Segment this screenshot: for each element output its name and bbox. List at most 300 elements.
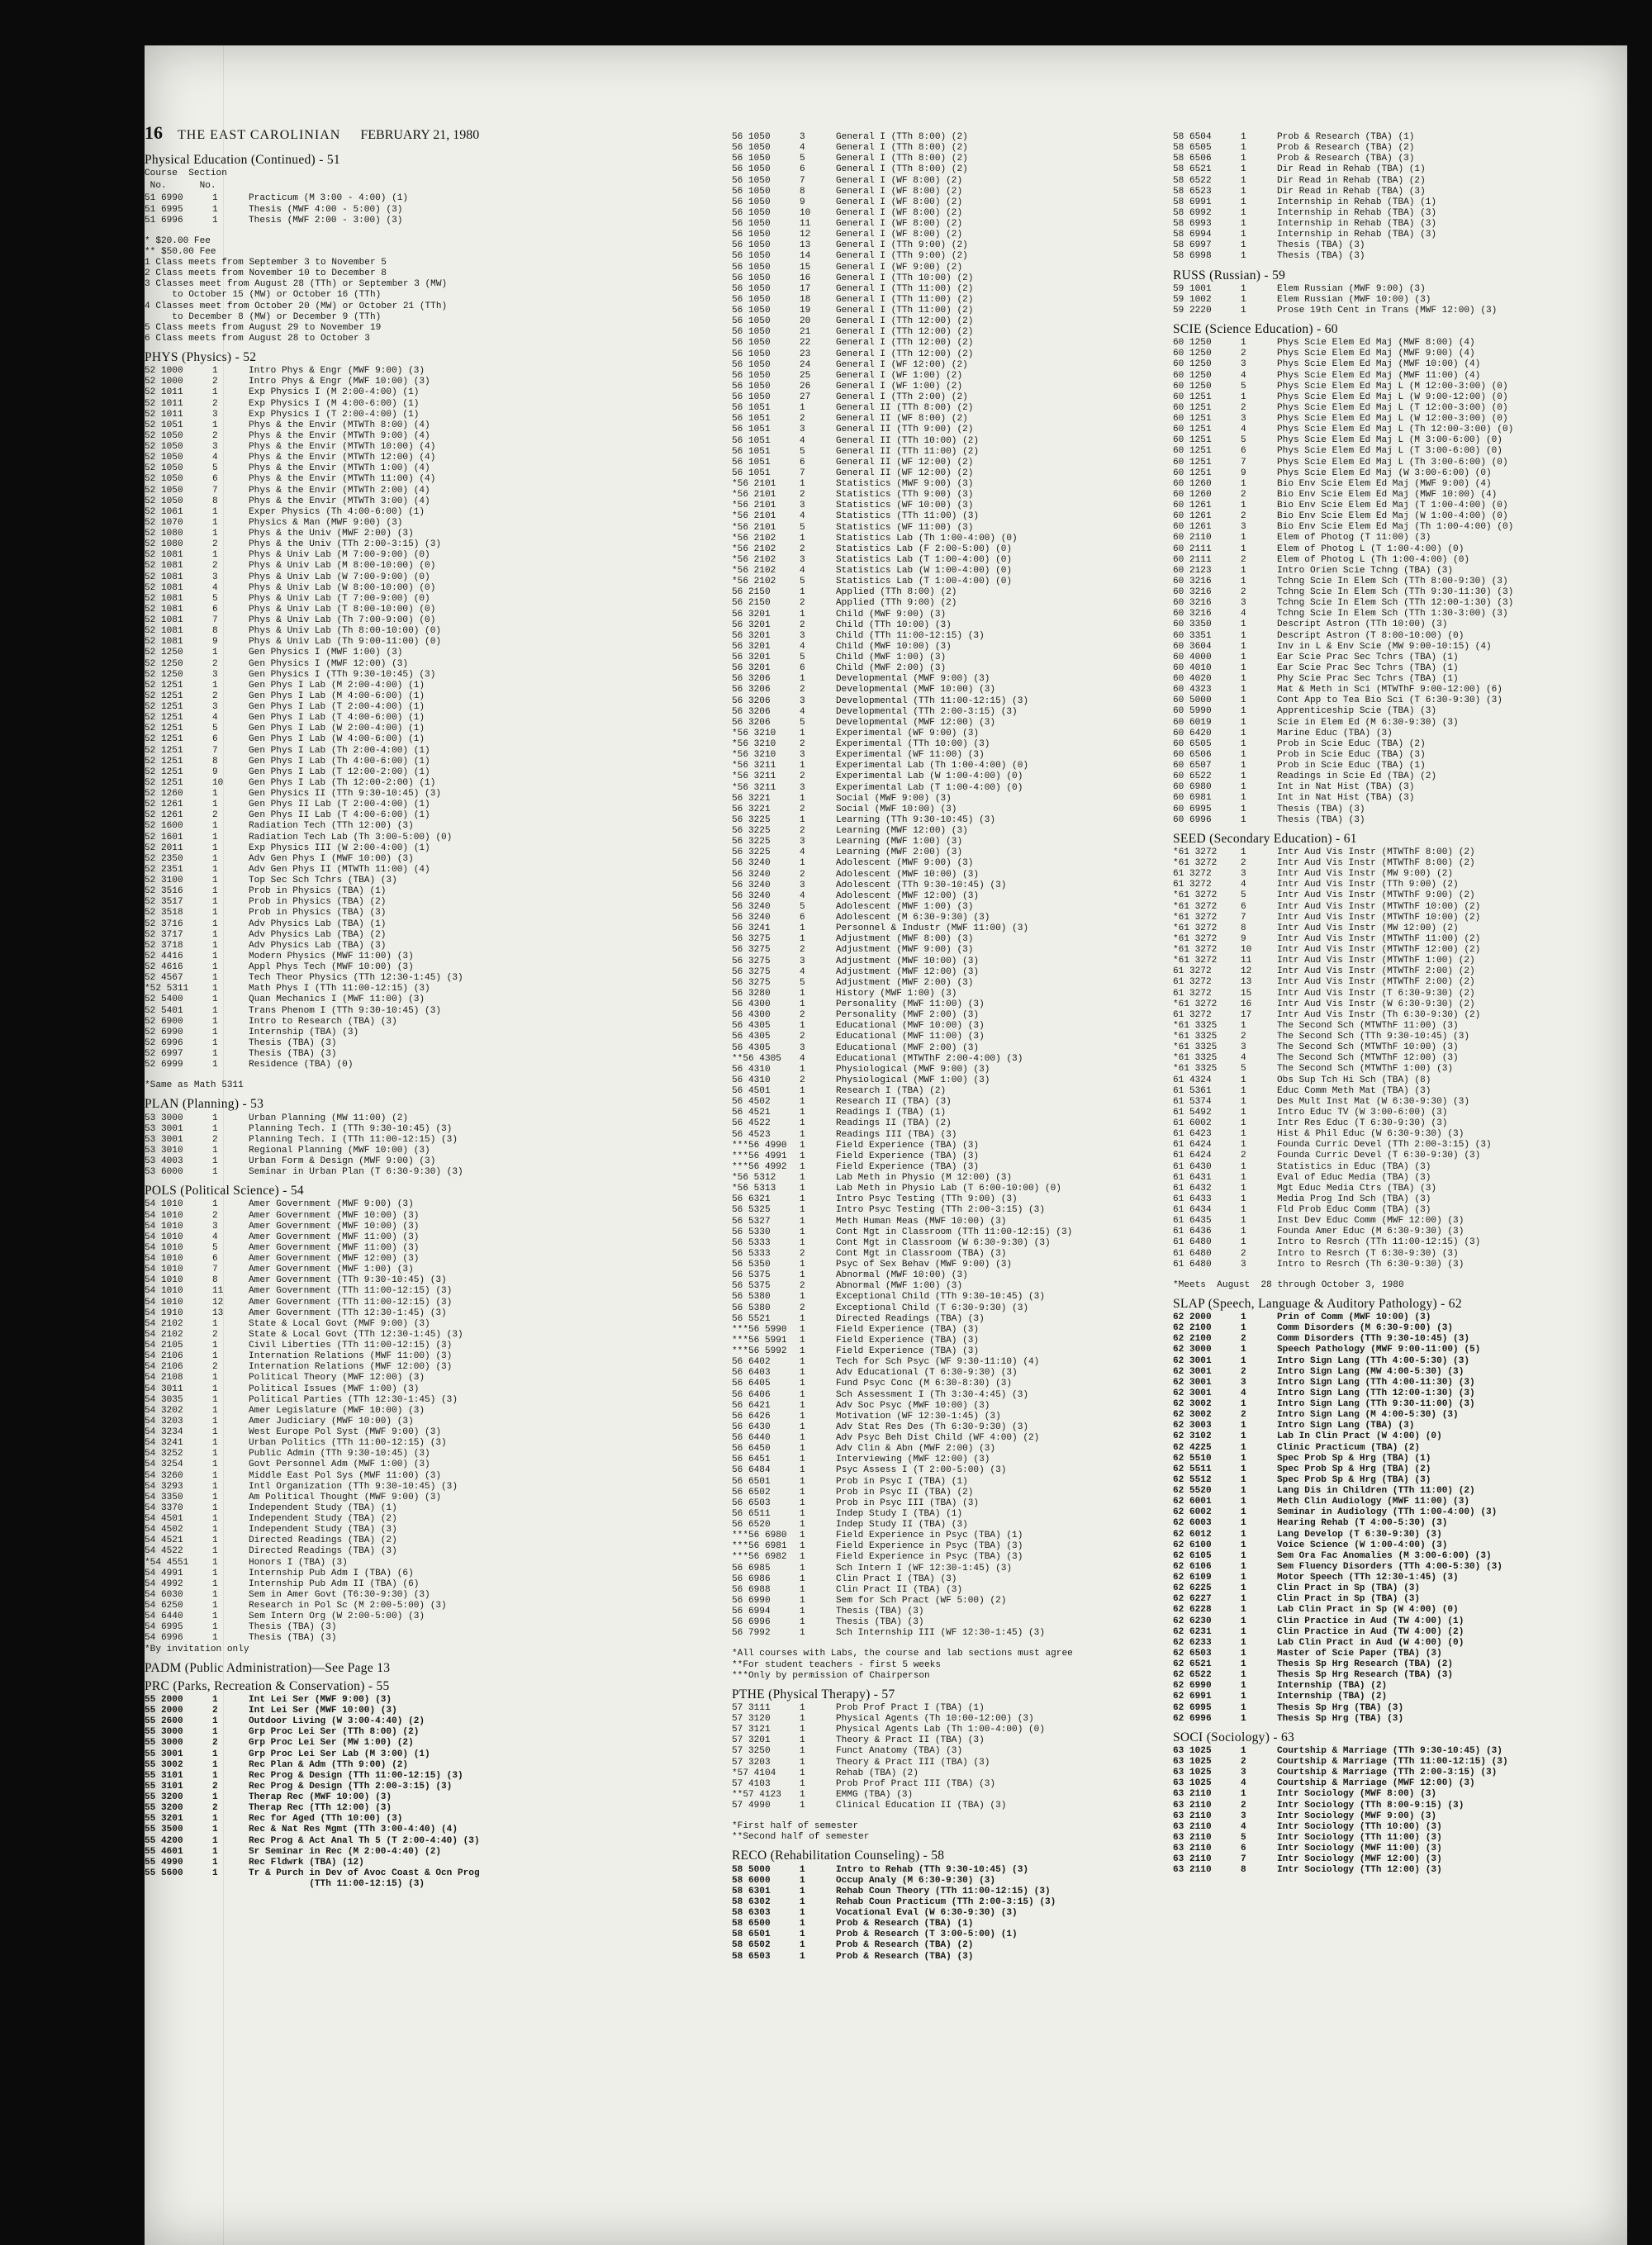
course-number: 54 6995	[145, 1622, 183, 1633]
course-row	[1173, 1129, 1619, 1140]
course-description: Gen Physics II (TTh 9:30-10:45) (3)	[249, 789, 442, 799]
course-description: Apprenticeship Scie (TBA) (3)	[1277, 706, 1437, 717]
course-number: 56 1050	[732, 251, 771, 262]
course-number: 52 1011	[145, 398, 183, 409]
course-row	[1173, 1605, 1619, 1616]
section-number: 1	[1241, 251, 1246, 262]
course-row	[145, 377, 673, 387]
course-number: 57 3250	[732, 1746, 771, 1757]
section-number: 1	[212, 648, 218, 658]
footnote: 4 Classes meet from October 20 (MW) or October 21 (TTh)	[145, 301, 448, 311]
section-number: 1	[212, 1535, 218, 1546]
section-title: Physical Education (Continued) - 51	[145, 153, 340, 167]
course-description: Intro Sign Lang (M 4:00-5:30) (3)	[1277, 1410, 1459, 1421]
course-number: 63 2110	[1173, 1865, 1212, 1876]
course-description: Internation Relations (MWF 12:00) (3)	[249, 1362, 453, 1373]
footnote: *By invitation only	[145, 1644, 249, 1654]
course-description: Int in Nat Hist (TBA) (3)	[1277, 793, 1415, 804]
course-number: 60 4020	[1173, 674, 1212, 684]
course-number: 52 1251	[145, 777, 183, 788]
course-row	[1173, 771, 1619, 782]
section-number: 1	[800, 1919, 805, 1929]
course-description: Amer Government (MWF 12:00) (3)	[249, 1254, 420, 1264]
course-number: 58 6523	[1173, 186, 1212, 197]
section-number: 1	[1241, 728, 1246, 738]
course-description: Des Mult Inst Mat (W 6:30-9:30) (3)	[1277, 1096, 1470, 1107]
course-description: Personality (MWF 2:00) (3)	[836, 1010, 980, 1021]
section-number: 1	[800, 1097, 805, 1108]
course-number: 56 5375	[732, 1281, 771, 1292]
course-description: Fld Prob Educ Comm (TBA) (3)	[1277, 1205, 1431, 1215]
course-number: 60 1251	[1173, 446, 1212, 457]
course-row	[1173, 1249, 1619, 1260]
course-row	[1173, 880, 1619, 890]
course-row	[732, 1141, 1161, 1151]
course-row	[732, 1270, 1161, 1281]
course-row	[145, 1482, 673, 1493]
section-number: 5	[800, 653, 805, 662]
course-description: Independent Study (TBA) (1)	[249, 1502, 397, 1513]
course-row	[732, 1336, 1161, 1346]
course-row	[732, 1929, 1161, 1940]
course-row	[1173, 1118, 1619, 1129]
course-description: Tchng Scie In Elem Sch (TTh 8:00-9:30) (3)	[1277, 576, 1508, 586]
section-number: 14	[800, 251, 811, 262]
course-number: 60 6420	[1173, 728, 1212, 738]
notes	[145, 236, 673, 344]
course-number: ***56 6981	[732, 1541, 787, 1552]
course-description: General I (TTh 10:00) (2)	[836, 273, 974, 283]
section-number: 1	[800, 1864, 805, 1875]
course-row	[145, 659, 673, 670]
course-description: Intr Aud Vis Instr (MTWThF 10:00) (2)	[1277, 901, 1481, 912]
course-number: 54 1010	[145, 1210, 183, 1221]
course-description: Phys & the Univ (MWF 2:00) (3)	[249, 529, 414, 539]
course-row	[145, 789, 673, 800]
course-number: ***56 4992	[732, 1161, 787, 1172]
course-description: Mgt Educ Media Ctrs (TBA) (3)	[1277, 1183, 1437, 1194]
section-number: 1	[800, 988, 805, 999]
course-number: *61 3272	[1173, 956, 1218, 966]
course-row	[1173, 1822, 1619, 1833]
section-number: 1	[212, 1727, 218, 1738]
course-number: 62 6109	[1173, 1573, 1212, 1583]
course-row	[145, 1373, 673, 1384]
course-row	[732, 263, 1161, 273]
course-description: Gen Phys I Lab (M 2:00-4:00) (1)	[249, 680, 425, 691]
section-number: 1	[1241, 132, 1246, 142]
course-number: 52 1250	[145, 658, 183, 669]
course-row	[732, 989, 1161, 999]
course-description: Amer Government (MWF 11:00) (3)	[249, 1242, 420, 1253]
course-row	[732, 891, 1161, 902]
section-number: 1	[212, 1037, 218, 1048]
course-number: 60 3350	[1173, 619, 1212, 630]
course-row	[1173, 902, 1619, 913]
course-list	[145, 1695, 673, 1890]
course-number: ***56 4991	[732, 1151, 787, 1161]
course-number: 61 6423	[1173, 1129, 1212, 1140]
course-description: Applied (TTh 8:00) (2)	[836, 587, 957, 598]
course-row	[732, 598, 1161, 609]
course-description: Educational (MWF 10:00) (3)	[836, 1021, 985, 1032]
course-number: 60 1260	[1173, 478, 1212, 489]
course-number: 56 1050	[732, 370, 771, 381]
section-number: 1	[1241, 1713, 1246, 1724]
course-number: 58 5000	[732, 1864, 771, 1875]
course-row	[1173, 338, 1619, 349]
course-number: 54 2102	[145, 1318, 183, 1329]
course-number: 58 6992	[1173, 207, 1212, 218]
course-description: General I (WF 8:00) (2)	[836, 230, 963, 240]
course-number: 58 6000	[732, 1875, 771, 1886]
course-description: Internation Relations (MWF 11:00) (3)	[249, 1351, 453, 1362]
course-number: 56 3221	[732, 793, 771, 804]
course-row	[1173, 1714, 1619, 1725]
footnote: **Second half of semester	[732, 1832, 870, 1843]
course-number: 52 1251	[145, 691, 183, 701]
course-number: 62 5520	[1173, 1486, 1212, 1496]
course-number: 62 4225	[1173, 1442, 1212, 1453]
course-row	[145, 1438, 673, 1449]
course-number: 60 1251	[1173, 414, 1212, 424]
course-number: 60 3604	[1173, 641, 1212, 652]
course-description: The Second Sch (MTWThF 10:00) (3)	[1277, 1042, 1459, 1053]
course-row	[145, 561, 673, 572]
course-list	[145, 193, 673, 225]
section-number: 1	[212, 876, 218, 885]
course-row	[145, 1265, 673, 1275]
course-row	[145, 810, 673, 821]
section-number: 4	[800, 143, 805, 154]
course-row	[1173, 479, 1619, 490]
section-number: 5	[800, 154, 805, 164]
course-description: EMMG (TBA) (3)	[836, 1789, 914, 1800]
course-description: Lab In Clin Pract (W 4:00) (0)	[1277, 1431, 1442, 1442]
course-description: Elem of Photog L (Th 1:00-4:00) (0)	[1277, 554, 1470, 565]
course-description: Intro to Rehab (TTh 9:30-10:45) (3)	[836, 1864, 1029, 1875]
section-number: 4	[212, 582, 218, 593]
section-number: 2	[800, 1075, 805, 1085]
course-description: The Second Sch (TTh 9:30-10:45) (3)	[1277, 1032, 1470, 1042]
course-row	[145, 1049, 673, 1060]
course-row	[145, 1028, 673, 1038]
course-row	[145, 615, 673, 626]
course-description: Social (MWF 10:00) (3)	[836, 804, 957, 814]
course-row	[732, 858, 1161, 869]
section-number: 2	[212, 1706, 218, 1716]
course-description: Lang Develop (T 6:30-9:30) (3)	[1277, 1529, 1442, 1540]
course-description: Rec Prog & Design (TTh 11:00-12:15) (3)	[249, 1770, 463, 1781]
section-number: 1	[212, 1449, 218, 1459]
course-description: Lang Dis in Children (TTh 11:00) (2)	[1277, 1486, 1475, 1496]
course-row	[732, 1919, 1161, 1929]
section-number: 6	[1241, 1844, 1246, 1853]
course-description: Thesis (TBA) (3)	[836, 1607, 924, 1616]
course-row	[145, 1362, 673, 1373]
course-row	[145, 1243, 673, 1254]
course-row	[732, 1790, 1161, 1801]
course-number: 62 6001	[1173, 1497, 1212, 1507]
course-number: 56 3275	[732, 966, 771, 977]
course-row	[1173, 1573, 1619, 1583]
section-number: 2	[800, 826, 805, 836]
section-number: 25	[800, 370, 811, 381]
course-number: 56 1050	[732, 219, 771, 229]
course-row	[145, 1275, 673, 1286]
course-number: *61 3325	[1173, 1064, 1218, 1075]
course-description: Int Lei Ser (MWF 10:00) (3)	[249, 1706, 397, 1716]
course-number: 62 6012	[1173, 1529, 1212, 1540]
section-number: 1	[800, 1714, 805, 1724]
course-row	[145, 529, 673, 539]
footnote: ***Only by permission of Chairperson	[732, 1670, 930, 1681]
course-row	[145, 1814, 673, 1825]
course-number: 56 6501	[732, 1476, 771, 1487]
course-row	[732, 1118, 1161, 1129]
course-description: Phys Scie Elem Ed Maj L (T 12:00-3:00) (0)	[1277, 402, 1508, 413]
course-number: 55 2600	[145, 1716, 183, 1727]
course-description: Adjustment (MWF 10:00) (3)	[836, 956, 980, 966]
course-row	[732, 501, 1161, 511]
section-number: 1	[212, 1835, 218, 1846]
course-number: 52 1081	[145, 615, 183, 625]
course-description: Rec Prog & Design (TTh 2:00-3:15) (3)	[249, 1781, 453, 1792]
course-description: Courtship & Marriage (TTh 9:30-10:45) (3)	[1277, 1745, 1502, 1756]
course-row	[1173, 739, 1619, 750]
course-number: 52 1050	[145, 496, 183, 506]
course-description: Elem of Photog L (T 1:00-4:00) (0)	[1277, 543, 1464, 554]
course-description: Phys & the Envir (MTWTh 10:00) (4)	[249, 442, 436, 452]
course-row	[1173, 1551, 1619, 1562]
course-row	[1173, 1540, 1619, 1551]
course-description: Comm Disorders (M 6:30-9:00) (3)	[1277, 1323, 1454, 1334]
course-row	[732, 1703, 1161, 1714]
course-number: 56 4300	[732, 1010, 771, 1021]
course-description: Directed Readings (TBA) (3)	[249, 1546, 397, 1557]
course-number: 52 2011	[145, 842, 183, 853]
section-number: 1	[212, 420, 218, 430]
course-number: 56 3206	[732, 685, 771, 695]
section-number: 3	[212, 1221, 218, 1232]
footnote: 2 Class meets from November 10 to December 8	[145, 268, 387, 279]
course-number: 62 6521	[1173, 1659, 1212, 1669]
course-row	[145, 1298, 673, 1308]
course-description: Intro Sign Lang (TTh 4:00-11:30) (3)	[1277, 1377, 1475, 1388]
course-description: Rec & Nat Res Mgmt (TTh 3:00-4:40) (4)	[249, 1825, 458, 1835]
course-number: 62 2000	[1173, 1312, 1212, 1322]
course-description: Clin Pract II (TBA) (3)	[836, 1584, 963, 1595]
course-description: Tchng Scie In Elem Sch (TTh 12:00-1:30) (3)	[1277, 598, 1514, 609]
section-number: 1	[800, 1086, 805, 1096]
section-number: 1	[1241, 1626, 1246, 1637]
course-description: Occup Analy (M 6:30-9:30) (3)	[836, 1875, 996, 1886]
course-description: Rec Fldwrk (TBA) (12)	[249, 1857, 364, 1868]
course-row	[1173, 306, 1619, 316]
course-row	[732, 1488, 1161, 1498]
course-row	[145, 474, 673, 485]
course-description: Amer Government (MWF 1:00) (3)	[249, 1265, 414, 1275]
course-description: Exper Physics (Th 4:00-6:00) (1)	[249, 506, 425, 517]
course-description: Amer Government (TTh 9:30-10:45) (3)	[249, 1275, 447, 1286]
course-number: 52 3100	[145, 876, 183, 885]
section-number: 1	[1241, 1464, 1246, 1474]
section-number: 1	[212, 1749, 218, 1759]
course-number: 52 5400	[145, 994, 183, 1005]
section-number: 1	[1241, 1140, 1246, 1151]
course-number: *61 3325	[1173, 1042, 1218, 1053]
course-row	[1173, 490, 1619, 501]
course-description: Sem in Amer Govt (T6:30-9:30) (3)	[249, 1589, 430, 1600]
course-number: 60 6019	[1173, 717, 1212, 728]
course-row	[145, 1847, 673, 1858]
course-row	[1173, 1216, 1619, 1227]
course-description: Developmental (MWF 10:00) (3)	[836, 685, 996, 695]
course-row	[145, 1601, 673, 1611]
course-row	[145, 1622, 673, 1633]
course-row	[732, 1422, 1161, 1433]
section-number: 1	[212, 1318, 218, 1329]
course-list	[145, 366, 673, 1070]
course-row	[1173, 1638, 1619, 1649]
course-number: *61 3272	[1173, 901, 1218, 912]
section-number: 5	[212, 463, 218, 474]
course-row	[1173, 1151, 1619, 1161]
course-row	[1173, 1475, 1619, 1486]
course-description: Adv Gen Phys II (MTWTh 11:00) (4)	[249, 864, 430, 875]
course-description: Sch Intern I (WF 12:30-1:45) (3)	[836, 1563, 1013, 1573]
course-number: 56 1050	[732, 338, 771, 349]
section-number: 4	[800, 890, 805, 901]
course-number: 52 1601	[145, 832, 183, 842]
course-number: 56 3206	[732, 695, 771, 706]
course-description: Research II (TBA) (3)	[836, 1097, 952, 1108]
course-number: 56 6996	[732, 1617, 771, 1628]
course-description: Statistics Lab (T 1:00-4:00) (0)	[836, 577, 1013, 587]
course-row	[1173, 1518, 1619, 1529]
course-number: 52 3716	[145, 918, 183, 929]
course-description: Grp Proc Lei Ser (TTh 8:00) (2)	[249, 1727, 420, 1738]
course-row	[732, 999, 1161, 1010]
section-number: 1	[212, 832, 218, 842]
course-number: **57 4123	[732, 1789, 781, 1800]
course-number: 60 3216	[1173, 598, 1212, 609]
course-row	[732, 1368, 1161, 1379]
course-description: General II (TTh 11:00) (2)	[836, 446, 980, 457]
course-number: 52 1251	[145, 734, 183, 745]
section-number: 1	[800, 1260, 805, 1270]
course-description: Thesis (MWF 4:00 - 5:00) (3)	[249, 204, 403, 215]
course-row	[1173, 1345, 1619, 1355]
course-number: 62 3001	[1173, 1388, 1212, 1398]
course-description: Rec Prog & Act Anal Th 5 (T 2:00-4:40) (3)	[249, 1835, 480, 1846]
course-row	[145, 1459, 673, 1470]
section-number: 1	[212, 1568, 218, 1578]
course-number: 56 1050	[732, 164, 771, 175]
section-number: 1	[212, 1857, 218, 1868]
course-row	[145, 205, 673, 216]
course-row	[732, 479, 1161, 490]
course-row	[732, 382, 1161, 392]
course-description: Thesis (TBA) (3)	[249, 1049, 337, 1059]
course-row	[732, 566, 1161, 577]
section-number: 2	[1241, 587, 1246, 597]
course-description: Phys & Univ Lab (T 7:00-9:00) (0)	[249, 593, 430, 604]
section-number: 1	[1241, 1692, 1246, 1702]
course-row	[145, 366, 673, 377]
course-row	[732, 1075, 1161, 1086]
section-number: 1	[212, 1694, 218, 1705]
section-number: 2	[1241, 349, 1246, 359]
course-description: Internship in Rehab (TBA) (3)	[1277, 230, 1437, 240]
course-number: 56 3225	[732, 847, 771, 858]
course-number: *56 2102	[732, 577, 776, 587]
course-number: 54 6996	[145, 1633, 183, 1644]
course-description: Hearing Rehab (T 4:00-5:30) (3)	[1277, 1518, 1448, 1529]
course-list	[1173, 847, 1619, 1270]
course-row	[145, 702, 673, 713]
section-number: 1	[212, 1868, 218, 1878]
course-row	[732, 815, 1161, 826]
course-row	[1173, 1670, 1619, 1681]
course-row	[732, 316, 1161, 327]
course-number: 58 6502	[732, 1940, 771, 1951]
course-description: Phys & Univ Lab (M 7:00-9:00) (0)	[249, 550, 430, 561]
section-number: 1	[1241, 1670, 1246, 1681]
section-number: 7	[1241, 457, 1246, 468]
section-number: 3	[1241, 598, 1246, 609]
course-number: 58 6997	[1173, 240, 1212, 251]
course-number: 63 2110	[1173, 1811, 1212, 1821]
course-number: 53 3010	[145, 1145, 183, 1156]
course-row	[1173, 382, 1619, 392]
course-description: Founda Curric Devel (TTh 2:00-3:15) (3)	[1277, 1140, 1492, 1151]
section-number: 5	[212, 593, 218, 604]
section-number: 3	[212, 409, 218, 420]
course-description: Fund Psyc Conc (M 6:30-8:30) (3)	[836, 1379, 1013, 1389]
section-number: 1	[212, 1384, 218, 1394]
course-description: Phys Scie Elem Ed Maj (MWF 8:00) (4)	[1277, 338, 1475, 349]
footnote: *Meets August 28 through October 3, 1980	[1173, 1279, 1404, 1290]
course-description: Intro to Resrch (T 6:30-9:30) (3)	[1277, 1248, 1459, 1259]
section-number: 5	[1241, 1832, 1246, 1843]
course-row	[1173, 1237, 1619, 1248]
course-number: 56 6403	[732, 1368, 771, 1379]
course-description: Seminar in Urban Plan (T 6:30-9:30) (3)	[249, 1167, 463, 1178]
course-number: 56 6986	[732, 1573, 771, 1584]
course-description: General I (WF 8:00) (2)	[836, 207, 963, 218]
course-description: General I (WF 8:00) (2)	[836, 186, 963, 197]
course-row	[732, 1401, 1161, 1412]
course-number: 61 6480	[1173, 1237, 1212, 1248]
section-number: 1	[800, 1357, 805, 1368]
section-number: 1	[800, 1465, 805, 1476]
course-description: Civil Liberties (TTh 11:00-12:15) (3)	[249, 1341, 453, 1350]
section-number: 2	[212, 1781, 218, 1792]
course-description: Thesis (MWF 2:00 - 3:00) (3)	[249, 215, 403, 225]
course-number: *56 3210	[732, 739, 776, 749]
course-row	[1173, 966, 1619, 977]
course-row	[732, 847, 1161, 858]
course-row	[1173, 934, 1619, 945]
course-number: *56 2101	[732, 490, 776, 501]
course-description: Math Phys I (TTh 11:00-12:15) (3)	[249, 984, 430, 994]
course-number: 52 1000	[145, 377, 183, 387]
course-row	[145, 1167, 673, 1178]
course-description: Experimental (TTh 10:00) (3)	[836, 739, 990, 749]
course-row	[732, 511, 1161, 522]
course-row	[145, 734, 673, 745]
